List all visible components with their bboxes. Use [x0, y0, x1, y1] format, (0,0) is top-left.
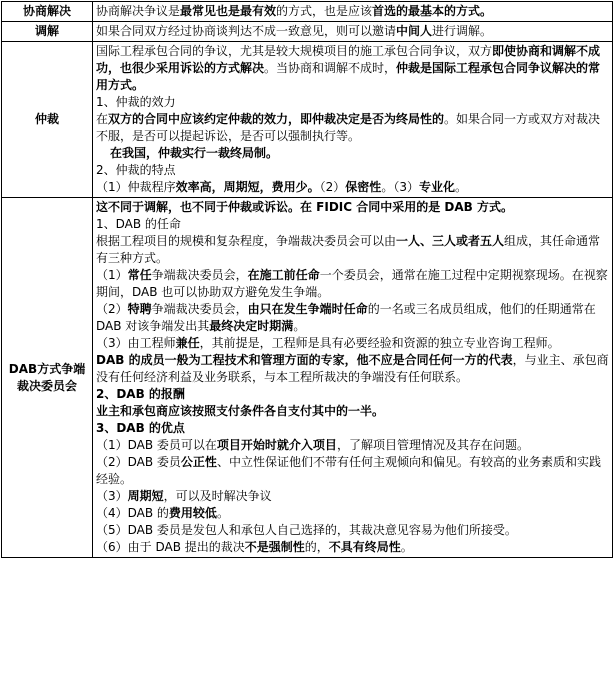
content-line [96, 179, 609, 196]
text: 。 [400, 540, 413, 554]
bold-text: 中间人 [396, 24, 433, 38]
text: 、中立性保证他们不带有任何主观倾向和偏见。有较高的业务素质和实践经验。 [96, 455, 601, 486]
row-content [93, 22, 613, 42]
text: 协商解决争议是 [96, 4, 181, 18]
bold-text: 不是强制性 [244, 540, 305, 554]
content-line [96, 94, 609, 111]
text: （6）由于 DAB 提出的裁决 [96, 540, 245, 554]
bold-text: 特聘 [127, 302, 152, 316]
bold-text: 项目开始时就介入项目 [216, 438, 337, 452]
bold-text: 最常见也是最有效 [180, 4, 277, 18]
text: 进行调解。 [432, 24, 493, 38]
bold-text: 不具有终局性 [328, 540, 401, 554]
content-line [96, 505, 609, 522]
text: 组成，其任命通常有三种方式。 [96, 234, 601, 265]
row-content [93, 2, 613, 22]
bold-text: 专业化 [418, 180, 455, 194]
row-title: DAB方式争端裁决委员会 [2, 198, 93, 558]
text: 。（3） [381, 180, 419, 194]
bold-text: 业主和承包商应该按照支付条件各自支付其中的一半。 [96, 404, 385, 418]
content-line [96, 301, 609, 335]
content-line [96, 335, 609, 352]
bold-text: 兼任 [175, 336, 200, 350]
text: 争端裁决委员会， [151, 268, 248, 282]
text: （2）DAB 委员 [96, 455, 181, 469]
bold-text: 首选的最基本的方式。 [372, 4, 493, 18]
content-line [96, 386, 609, 403]
text: 1、仲裁的效力 [96, 95, 176, 109]
text: 一个委员会，通常在施工过程中定期视察现场。在视察期间，DAB 也可以协助双方避免发生争端。 [96, 268, 608, 299]
text: 在 [96, 112, 109, 126]
bold-text: 双方的合同中应该约定仲裁的效力，即仲裁决定是否为终局性的 [108, 112, 445, 126]
text: （2） [319, 180, 346, 194]
text: 的， [304, 540, 329, 554]
row-content [93, 198, 613, 558]
text: 。当协商和调解不成时， [264, 61, 397, 75]
bold-text: 由只在发生争端时任命 [247, 302, 368, 316]
text: （5）DAB 委员是发包人和承包人自己选择的，其裁决意见容易为他们所接受。 [96, 523, 517, 537]
row-arbitration [2, 42, 613, 198]
text: 国际工程承包合同的争议，尤其是较大规模项目的施工承包合同争议，双方 [96, 44, 493, 58]
content-line [96, 352, 609, 386]
content-line [96, 403, 609, 420]
text: ，与业主、承包商没有任何经济利益及业务联系，与本工程所裁决的争端没有任何联系。 [96, 353, 609, 384]
text: 1、DAB 的任命 [96, 217, 181, 231]
row-dab [2, 198, 613, 558]
row-title: 仲裁 [2, 42, 93, 198]
text: 。 [454, 180, 467, 194]
content-line [96, 267, 609, 301]
text: 如果合同双方经过协商谈判达不成一致意见，则可以邀请 [96, 24, 397, 38]
text: （1）DAB 委员可以在 [96, 438, 217, 452]
text: 。 [293, 319, 306, 333]
bold-text: 常任 [127, 268, 152, 282]
content-line [96, 454, 609, 488]
bold-text: 这不同于调解，也不同于仲裁或诉讼。在 FIDIC 合同中采用的是 DAB 方式。 [96, 200, 514, 214]
text: （1） [96, 268, 128, 282]
bold-text: 仲裁是国际工程承包合同争议解决的常用方式。 [96, 61, 601, 92]
bold-text: 一人、三人或者五人 [396, 234, 505, 248]
bold-text: 在施工前任命 [247, 268, 320, 282]
content-line [96, 216, 609, 233]
text: （4）DAB 的 [96, 506, 169, 520]
text: （1）仲裁程序 [96, 180, 176, 194]
content-line [96, 233, 609, 267]
text: 。 [216, 506, 229, 520]
bold-text: 保密性 [345, 180, 382, 194]
bold-text: 在我国，仲裁实行一裁终局制。 [110, 146, 279, 160]
content-line [96, 23, 609, 40]
text: ，其前提是，工程师是具有必要经验和资源的独立专业咨询工程师。 [199, 336, 560, 350]
bold-text: 周期短 [127, 489, 164, 503]
text: 2、仲裁的特点 [96, 163, 176, 177]
bold-text: 费用较低 [168, 506, 217, 520]
text: 。如果合同一方或双方对裁决不服，是否可以提起诉讼，是否可以强制执行等。 [96, 112, 601, 143]
text: ，可以及时解决争议 [163, 489, 272, 503]
content-line [96, 3, 609, 20]
bold-text: DAB 的成员一般为工程技术和管理方面的专家，他不应是合同任何一方的代表 [96, 353, 513, 367]
row-negotiation [2, 2, 613, 22]
text: 争端裁决委员会， [151, 302, 248, 316]
content-line [96, 162, 609, 179]
dispute-resolution-table [1, 1, 613, 558]
row-title: 调解 [2, 22, 93, 42]
text: 的一名或三名成员组成，他们的任期通常在 DAB 对该争端发出其 [96, 302, 596, 333]
bold-text: 2、DAB 的报酬 [96, 387, 185, 401]
content-line [96, 111, 609, 145]
content-line [96, 488, 609, 505]
text: 的方式，也是应该 [276, 4, 373, 18]
bold-text: 即使协商和调解不成功，也很少采用诉讼的方式解决 [96, 44, 601, 75]
content-line [96, 539, 609, 556]
bold-text: 最终决定时期满 [209, 319, 294, 333]
content-line [96, 420, 609, 437]
content-line [96, 522, 609, 539]
row-mediation [2, 22, 613, 42]
text: ，了解项目管理情况及其存在问题。 [336, 438, 529, 452]
bold-text: 公正性 [180, 455, 217, 469]
row-title: 协商解决 [2, 2, 93, 22]
content-line [96, 199, 609, 216]
text: （3）由工程师 [96, 336, 176, 350]
bold-text: 效率高，周期短，费用少。 [175, 180, 320, 194]
content-line [96, 145, 609, 162]
content-line [96, 437, 609, 454]
text: （2） [96, 302, 128, 316]
text: （3） [96, 489, 128, 503]
text: 根据工程项目的规模和复杂程度，争端裁决委员会可以由 [96, 234, 397, 248]
bold-text: 3、DAB 的优点 [96, 421, 185, 435]
content-line [96, 43, 609, 94]
row-content [93, 42, 613, 198]
